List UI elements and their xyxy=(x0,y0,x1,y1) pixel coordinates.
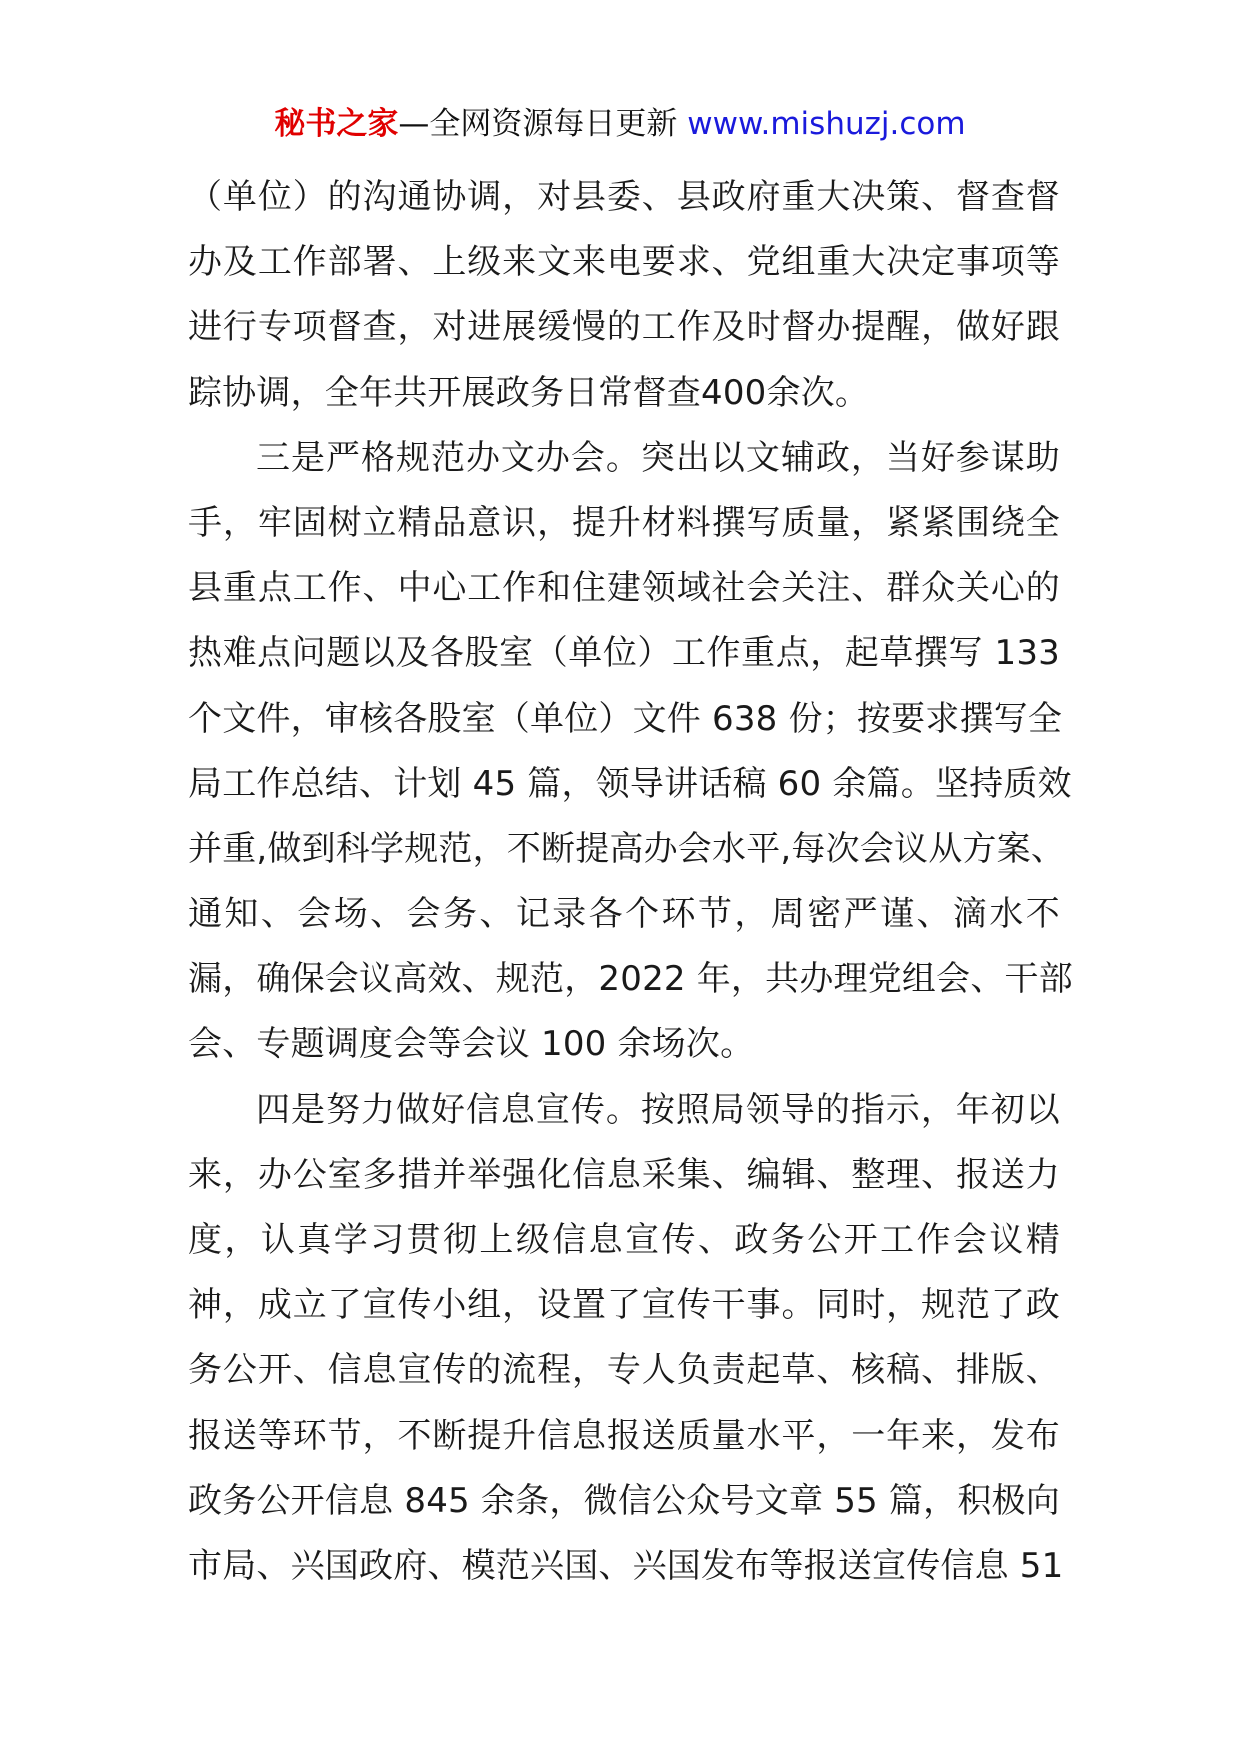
text-line: （单位）的沟通协调，对县委、县政府重大决策、督查督 xyxy=(188,177,1060,217)
text-line: 进行专项督查，对进展缓慢的工作及时督办提醒，做好跟 xyxy=(188,307,1060,348)
text-line: 度，认真学习贯彻上级信息宣传、政务公开工作会议精 xyxy=(188,1220,1060,1260)
document-body xyxy=(188,165,1073,1599)
site-url[interactable]: www.mishuzj.com xyxy=(687,106,966,142)
text-line: 手，牢固树立精品意识，提升材料撰写质量，紧紧围绕全 xyxy=(188,502,1060,543)
text-line: 来，办公室多措并举强化信息采集、编辑、整理、报送力 xyxy=(188,1154,1060,1195)
header-banner xyxy=(0,102,1240,146)
text-line: 热难点问题以及各股室（单位）工作重点，起草撰写 133 xyxy=(188,633,1060,674)
text-line: 报送等环节，不断提升信息报送质量水平，一年来，发布 xyxy=(188,1415,1060,1456)
text-line: 政务公开信息 845 余条，微信公众号文章 55 篇，积极向 xyxy=(188,1480,1060,1521)
text-line: 神，成立了宣传小组，设置了宣传干事。同时，规范了政 xyxy=(188,1285,1060,1326)
brand-name: 秘书之家 xyxy=(274,106,399,142)
header-slogan: —全网资源每日更新 xyxy=(398,106,678,142)
text-line: 市局、兴国政府、模范兴国、兴国发布等报送宣传信息 51 xyxy=(188,1545,1064,1586)
text-line: 会、专题调度会等会议 100 余场次。 xyxy=(188,1024,755,1065)
text-line: 漏，确保会议高效、规范，2022 年，共办理党组会、干部 xyxy=(188,959,1073,1000)
text-line: 并重,做到科学规范，不断提高办会水平,每次会议从方案、 xyxy=(188,828,1066,869)
text-line: 办及工作部署、上级来文来电要求、党组重大决定事项等 xyxy=(188,242,1060,283)
text-line: 务公开、信息宣传的流程，专人负责起草、核稿、排版、 xyxy=(188,1350,1060,1391)
text-line: 局工作总结、计划 45 篇，领导讲话稿 60 余篇。坚持质效 xyxy=(188,763,1072,804)
text-line: 县重点工作、中心工作和住建领域社会关注、群众关心的 xyxy=(188,568,1060,609)
paragraph-heading-line: 三是严格规范办文办会。突出以文辅政，当好参谋助 xyxy=(256,437,1060,478)
text-line: 通知、会场、会务、记录各个环节，周密严谨、滴水不 xyxy=(188,894,1060,935)
text-line: 个文件，审核各股室（单位）文件 638 份；按要求撰写全 xyxy=(188,698,1063,739)
paragraph-heading-line: 四是努力做好信息宣传。按照局领导的指示，年初以 xyxy=(256,1089,1060,1130)
text-line: 踪协调，全年共开展政务日常督查400余次。 xyxy=(188,372,870,413)
